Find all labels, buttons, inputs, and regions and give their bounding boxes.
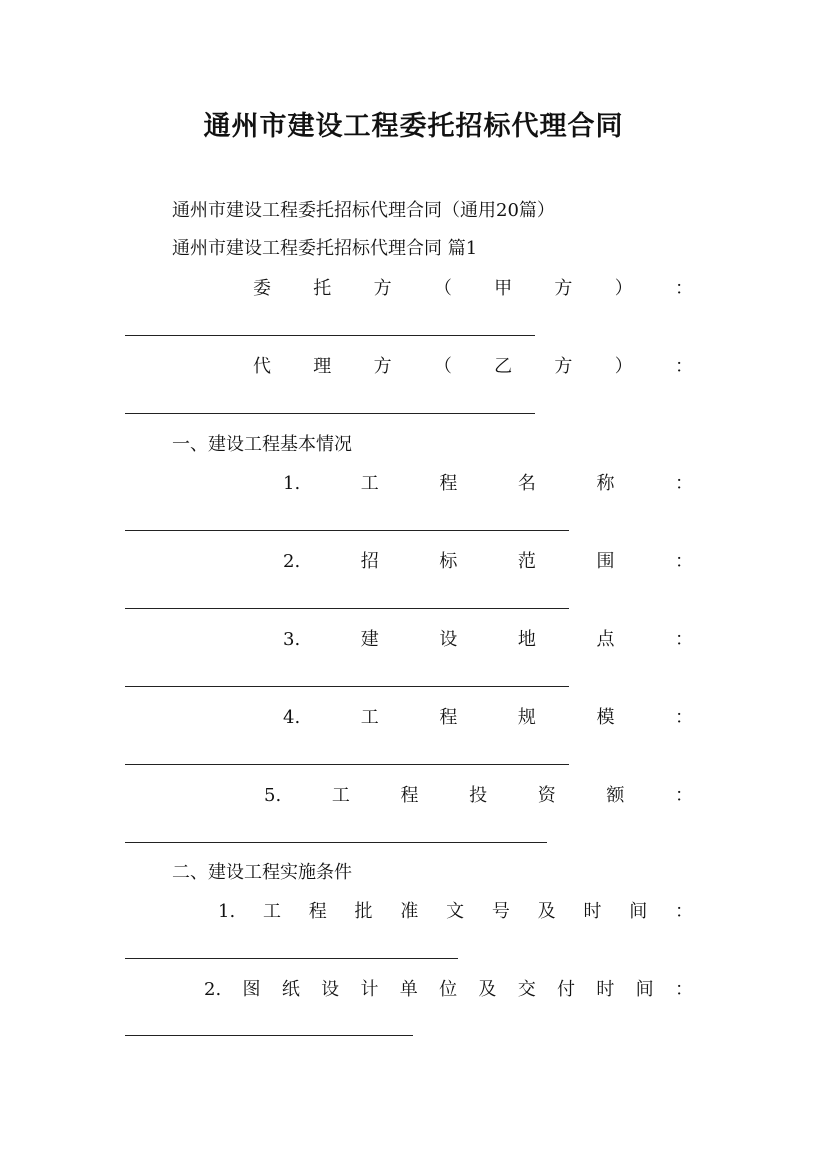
label-char: 1. bbox=[283, 473, 301, 494]
label-char: 方 bbox=[373, 278, 392, 299]
label-char: 2. bbox=[204, 979, 222, 1000]
label-char: ： bbox=[675, 473, 693, 494]
label-char: 地 bbox=[517, 629, 536, 650]
label-char: 程 bbox=[439, 707, 458, 728]
label-char: 付 bbox=[557, 979, 575, 1000]
label-char: 单 bbox=[399, 979, 418, 1000]
label-char: 间 bbox=[629, 901, 648, 922]
article-heading: 通州市建设工程委托招标代理合同 篇1 bbox=[172, 238, 478, 259]
label-char: ： bbox=[675, 901, 693, 922]
label-char: 图 bbox=[242, 979, 261, 1000]
project-scale-blank-line bbox=[125, 764, 569, 765]
label-char: 范 bbox=[517, 551, 536, 572]
label-char: 批 bbox=[354, 901, 373, 922]
label-char: 围 bbox=[596, 551, 615, 572]
label-char: 甲 bbox=[494, 278, 513, 299]
project-scale-label bbox=[283, 706, 693, 730]
project-name-blank-line bbox=[125, 530, 569, 531]
label-char: 准 bbox=[400, 901, 419, 922]
label-char: ） bbox=[614, 278, 633, 299]
label-char: 工 bbox=[360, 473, 379, 494]
label-char: 额 bbox=[606, 785, 625, 806]
label-char: 交 bbox=[517, 979, 536, 1000]
label-char: 乙 bbox=[494, 356, 513, 377]
label-char: 设 bbox=[439, 629, 458, 650]
label-char: 程 bbox=[400, 785, 419, 806]
project-name-label bbox=[283, 472, 693, 496]
label-char: 方 bbox=[373, 356, 392, 377]
document-subtitle: 通州市建设工程委托招标代理合同（通用20篇） bbox=[172, 200, 555, 221]
label-char: 点 bbox=[596, 629, 615, 650]
tender-scope-blank-line bbox=[125, 608, 569, 609]
label-char: 程 bbox=[439, 473, 458, 494]
label-char: 号 bbox=[491, 901, 510, 922]
label-char: ： bbox=[674, 979, 693, 1000]
label-char: 程 bbox=[308, 901, 327, 922]
label-char: 方 bbox=[554, 356, 573, 377]
label-char: ： bbox=[674, 278, 693, 299]
label-char: 理 bbox=[313, 356, 332, 377]
label-char: 4. bbox=[283, 707, 301, 728]
label-char: 工 bbox=[331, 785, 350, 806]
label-char: 间 bbox=[635, 979, 654, 1000]
party-b-blank-line bbox=[125, 413, 535, 414]
drawing-design-label bbox=[204, 978, 693, 1002]
label-char: 及 bbox=[478, 979, 497, 1000]
label-char: 建 bbox=[360, 629, 379, 650]
label-char: ： bbox=[675, 707, 693, 728]
label-char: （ bbox=[433, 278, 452, 299]
label-char: 位 bbox=[439, 979, 458, 1000]
label-char: 2. bbox=[283, 551, 301, 572]
label-char: 时 bbox=[596, 979, 615, 1000]
construction-site-blank-line bbox=[125, 686, 569, 687]
investment-amount-blank-line bbox=[125, 842, 547, 843]
label-char: 托 bbox=[313, 278, 332, 299]
label-char: 资 bbox=[537, 785, 556, 806]
label-char: 标 bbox=[439, 551, 458, 572]
label-char: 设 bbox=[321, 979, 340, 1000]
investment-amount-label bbox=[264, 784, 693, 808]
document-title: 通州市建设工程委托招标代理合同 bbox=[203, 111, 624, 142]
label-char: 名 bbox=[517, 473, 536, 494]
label-char: 文 bbox=[446, 901, 465, 922]
label-char: 称 bbox=[596, 473, 615, 494]
label-char: 5. bbox=[264, 785, 282, 806]
label-char: 工 bbox=[262, 901, 281, 922]
approval-number-blank-line bbox=[125, 958, 458, 959]
label-char: 时 bbox=[583, 901, 602, 922]
section-2-heading: 二、建设工程实施条件 bbox=[172, 862, 352, 883]
label-char: 纸 bbox=[281, 979, 300, 1000]
label-char: 方 bbox=[554, 278, 573, 299]
label-char: ： bbox=[675, 629, 693, 650]
drawing-design-blank-line bbox=[125, 1035, 413, 1036]
approval-number-label bbox=[218, 900, 693, 924]
label-char: 3. bbox=[283, 629, 301, 650]
label-char: ） bbox=[614, 356, 633, 377]
construction-site-label bbox=[283, 628, 693, 652]
label-char: 及 bbox=[537, 901, 556, 922]
section-1-heading: 一、建设工程基本情况 bbox=[172, 434, 352, 455]
party-a-blank-line bbox=[125, 335, 535, 336]
label-char: 代 bbox=[253, 356, 271, 377]
label-char: （ bbox=[433, 356, 452, 377]
label-char: 计 bbox=[360, 979, 379, 1000]
label-char: ： bbox=[674, 356, 693, 377]
party-b-label bbox=[253, 355, 693, 379]
label-char: 投 bbox=[469, 785, 488, 806]
label-char: 1. bbox=[218, 901, 236, 922]
label-char: 模 bbox=[596, 707, 615, 728]
label-char: 招 bbox=[360, 551, 379, 572]
label-char: 工 bbox=[360, 707, 379, 728]
party-a-label bbox=[253, 277, 693, 301]
label-char: ： bbox=[675, 551, 693, 572]
label-char: ： bbox=[674, 785, 693, 806]
tender-scope-label bbox=[283, 550, 693, 574]
label-char: 规 bbox=[517, 707, 536, 728]
label-char: 委 bbox=[253, 278, 271, 299]
